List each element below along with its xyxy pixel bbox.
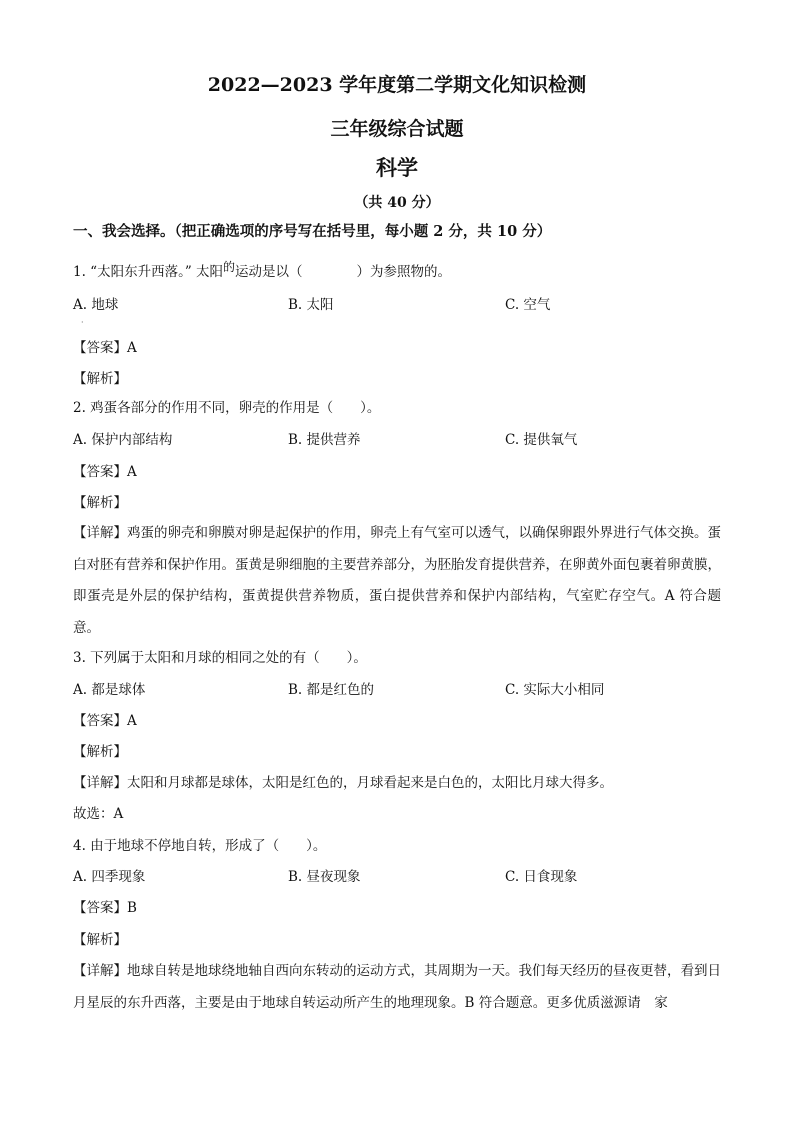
- question-1-text-start: 1. “太阳东升西落。” 太阳: [73, 264, 224, 280]
- question-1-superscript: 的: [223, 260, 236, 274]
- q3-option-a: A. 都是球体: [73, 682, 146, 698]
- q1-option-b: B. 太阳: [288, 297, 334, 313]
- q3-option-b: B. 都是红色的: [288, 682, 375, 698]
- q4-answer: 【答案】B: [73, 900, 137, 916]
- q2-option-c: C. 提供氧气: [505, 432, 578, 448]
- q4-analysis: 【解析】: [73, 932, 127, 948]
- q2-detail: 【详解】鸡蛋的卵壳和卵膜对卵是起保护的作用，卵壳上有气室可以透气，以确保卵跟外界进行气体交换。蛋白对胚有营养和保护作用。蛋黄是卵细胞的主要营养部分，为胚胎发育提供营养，在卵黄外面包裹着卵黄膜，即蛋壳是外层的保护结构，蛋黄提供营养物质，蛋白提供营养和保护内部结构，气室贮存空气。A 符合题意。: [73, 525, 721, 636]
- q3-analysis: 【解析】: [73, 744, 127, 760]
- q4-option-c: C. 日食现象: [505, 869, 578, 885]
- exam-title: 2022—2023 学年度第二学期文化知识检测: [207, 74, 587, 96]
- q4-option-b: B. 昼夜现象: [288, 869, 361, 885]
- q1-option-c: C. 空气: [505, 297, 551, 313]
- question-3: 3. 下列属于太阳和月球的相同之处的有（ ）。: [73, 650, 367, 666]
- q2-option-b: B. 提供营养: [288, 432, 361, 448]
- question-1-text-end: 运动是以（ ）为参照物的。: [235, 264, 452, 280]
- q1-answer: 【答案】A: [73, 340, 137, 356]
- q2-answer: 【答案】A: [73, 464, 137, 480]
- q1-analysis: 【解析】: [73, 371, 127, 387]
- q2-option-a: A. 保护内部结构: [73, 432, 173, 448]
- dot-mark: ·: [81, 318, 84, 327]
- subject-title: 科学: [376, 155, 418, 180]
- q4-detail: 【详解】地球自转是地球绕地轴自西向东转动的运动方式，其周期为一天。我们每天经历的昼夜更替，看到日月星辰的东升西落，主要是由于地球自转运动所产生的地理现象。B 符合题意。更多优质滋源请 家: [73, 963, 721, 1011]
- total-score: （共 40 分）: [354, 195, 440, 211]
- q2-analysis: 【解析】: [73, 495, 127, 511]
- grade-title: 三年级综合试题: [330, 118, 464, 140]
- q3-choice: 故选：A: [73, 806, 124, 822]
- q3-detail: 【详解】太阳和月球都是球体，太阳是红色的，月球看起来是白色的，太阳比月球大得多。: [73, 775, 613, 791]
- section-heading: 一、我会选择。（把正确选项的序号写在括号里，每小题 2 分，共 10 分）: [73, 223, 552, 240]
- q3-answer: 【答案】A: [73, 713, 137, 729]
- q1-option-a: A. 地球: [73, 297, 119, 313]
- question-2: 2. 鸡蛋各部分的作用不同，卵壳的作用是（ ）。: [73, 400, 381, 416]
- q4-option-a: A. 四季现象: [73, 869, 146, 885]
- question-4: 4. 由于地球不停地自转，形成了（ ）。: [73, 838, 327, 854]
- question-1: [73, 262, 723, 282]
- q3-option-c: C. 实际大小相同: [505, 682, 605, 698]
